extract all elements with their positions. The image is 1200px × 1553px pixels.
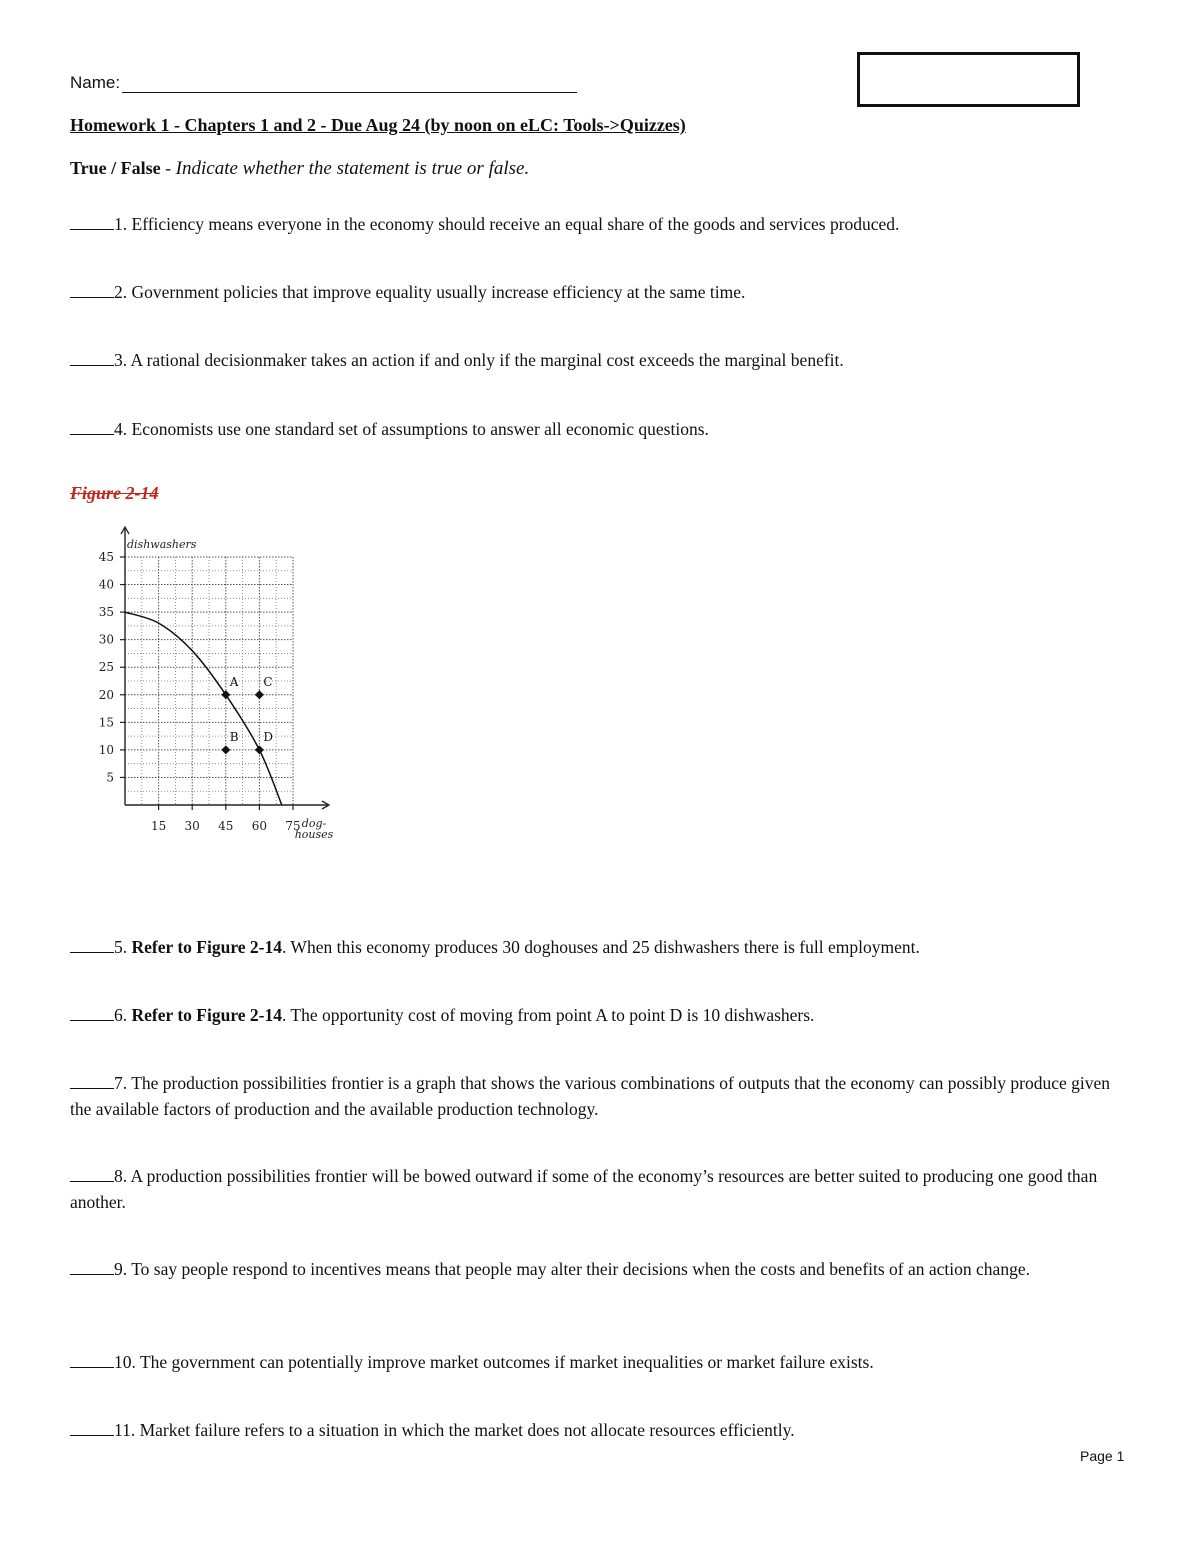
- x-axis-label-line: houses: [294, 828, 334, 841]
- answer-blank[interactable]: [70, 1070, 114, 1089]
- answer-blank[interactable]: [70, 347, 114, 366]
- data-point-b: [221, 745, 230, 754]
- question-3: 3. A rational decisionmaker takes an action if and only if the marginal cost exceeds the marginal benefit.: [70, 347, 1120, 373]
- y-tick-label: 45: [98, 550, 114, 564]
- section-heading: [70, 158, 529, 180]
- x-tick-label: 30: [184, 819, 200, 833]
- question-4: 4. Economists use one standard set of assumptions to answer all economic questions.: [70, 416, 1120, 442]
- answer-blank[interactable]: [70, 279, 114, 298]
- answer-blank[interactable]: [70, 1002, 114, 1021]
- answer-blank[interactable]: [70, 1256, 114, 1275]
- figure-label: Figure 2-14: [70, 483, 159, 503]
- data-point-c: [255, 690, 264, 699]
- point-label-b: B: [229, 729, 239, 744]
- page-number: Page 1: [1080, 1448, 1125, 1464]
- question-7: 7. The production possibilities frontier is a graph that shows the various combinations of outputs that the economy can possibly produce given the available factors of production and the available production technology.: [70, 1070, 1120, 1122]
- answer-blank[interactable]: [70, 416, 114, 435]
- y-tick-label: 20: [98, 687, 114, 702]
- name-label: Name:: [70, 73, 121, 92]
- question-5: 5. Refer to Figure 2-14. When this economy produces 30 doghouses and 25 dishwashers there is full employment.: [70, 934, 1120, 960]
- section-instruction: Indicate whether the statement is true or false.: [175, 158, 530, 179]
- y-tick-label: 25: [98, 660, 114, 675]
- question-8: 8. A production possibilities frontier will be bowed outward if some of the economy’s resources are better suited to producing one good than another.: [70, 1163, 1120, 1215]
- question-11: 11. Market failure refers to a situation in which the market does not allocate resources efficiently.: [70, 1417, 1120, 1443]
- score-box: [857, 52, 1080, 107]
- question-9: 9. To say people respond to incentives means that people may alter their decisions when the costs and benefits of an action change.: [70, 1256, 1120, 1282]
- y-tick-label: 5: [106, 770, 114, 785]
- point-label-a: A: [229, 674, 239, 689]
- section-separator: -: [160, 158, 176, 178]
- y-tick-label: 10: [98, 742, 114, 757]
- y-tick-label: 30: [98, 632, 114, 647]
- point-label-c: C: [263, 674, 273, 689]
- name-field[interactable]: [70, 70, 577, 93]
- answer-blank[interactable]: [70, 1163, 114, 1182]
- question-6: 6. Refer to Figure 2-14. The opportunity cost of moving from point A to point D is 10 dishwashers.: [70, 1002, 1120, 1028]
- name-underline[interactable]: [122, 70, 577, 93]
- question-2: 2. Government policies that improve equality usually increase efficiency at the same time.: [70, 279, 1120, 305]
- x-tick-label: 45: [218, 819, 234, 833]
- answer-blank[interactable]: [70, 211, 114, 230]
- y-tick-label: 40: [98, 577, 114, 592]
- homework-title: Homework 1 - Chapters 1 and 2 - Due Aug 24 (by noon on eLC: Tools->Quizzes): [70, 115, 686, 135]
- y-tick-label: 15: [98, 715, 114, 730]
- ppf-chart: [90, 520, 350, 850]
- point-label-d: D: [263, 729, 274, 744]
- answer-blank[interactable]: [70, 934, 114, 953]
- answer-blank[interactable]: [70, 1417, 114, 1436]
- x-tick-label: 15: [150, 819, 167, 833]
- x-axis-label-line: dog-: [301, 817, 327, 830]
- answer-blank[interactable]: [70, 1349, 114, 1368]
- data-point-d: [255, 745, 264, 754]
- question-10: 10. The government can potentially improve market outcomes if market inequalities or market failure exists.: [70, 1349, 1120, 1375]
- x-tick-label: 60: [251, 819, 268, 833]
- section-type-label: True / False: [70, 158, 161, 178]
- y-tick-label: 35: [98, 605, 114, 620]
- y-axis-label: dishwashers: [127, 538, 197, 551]
- x-tick-label: 75: [285, 819, 301, 833]
- data-point-a: [221, 690, 230, 699]
- question-1: 1. Efficiency means everyone in the economy should receive an equal share of the goods and services produced.: [70, 211, 1120, 237]
